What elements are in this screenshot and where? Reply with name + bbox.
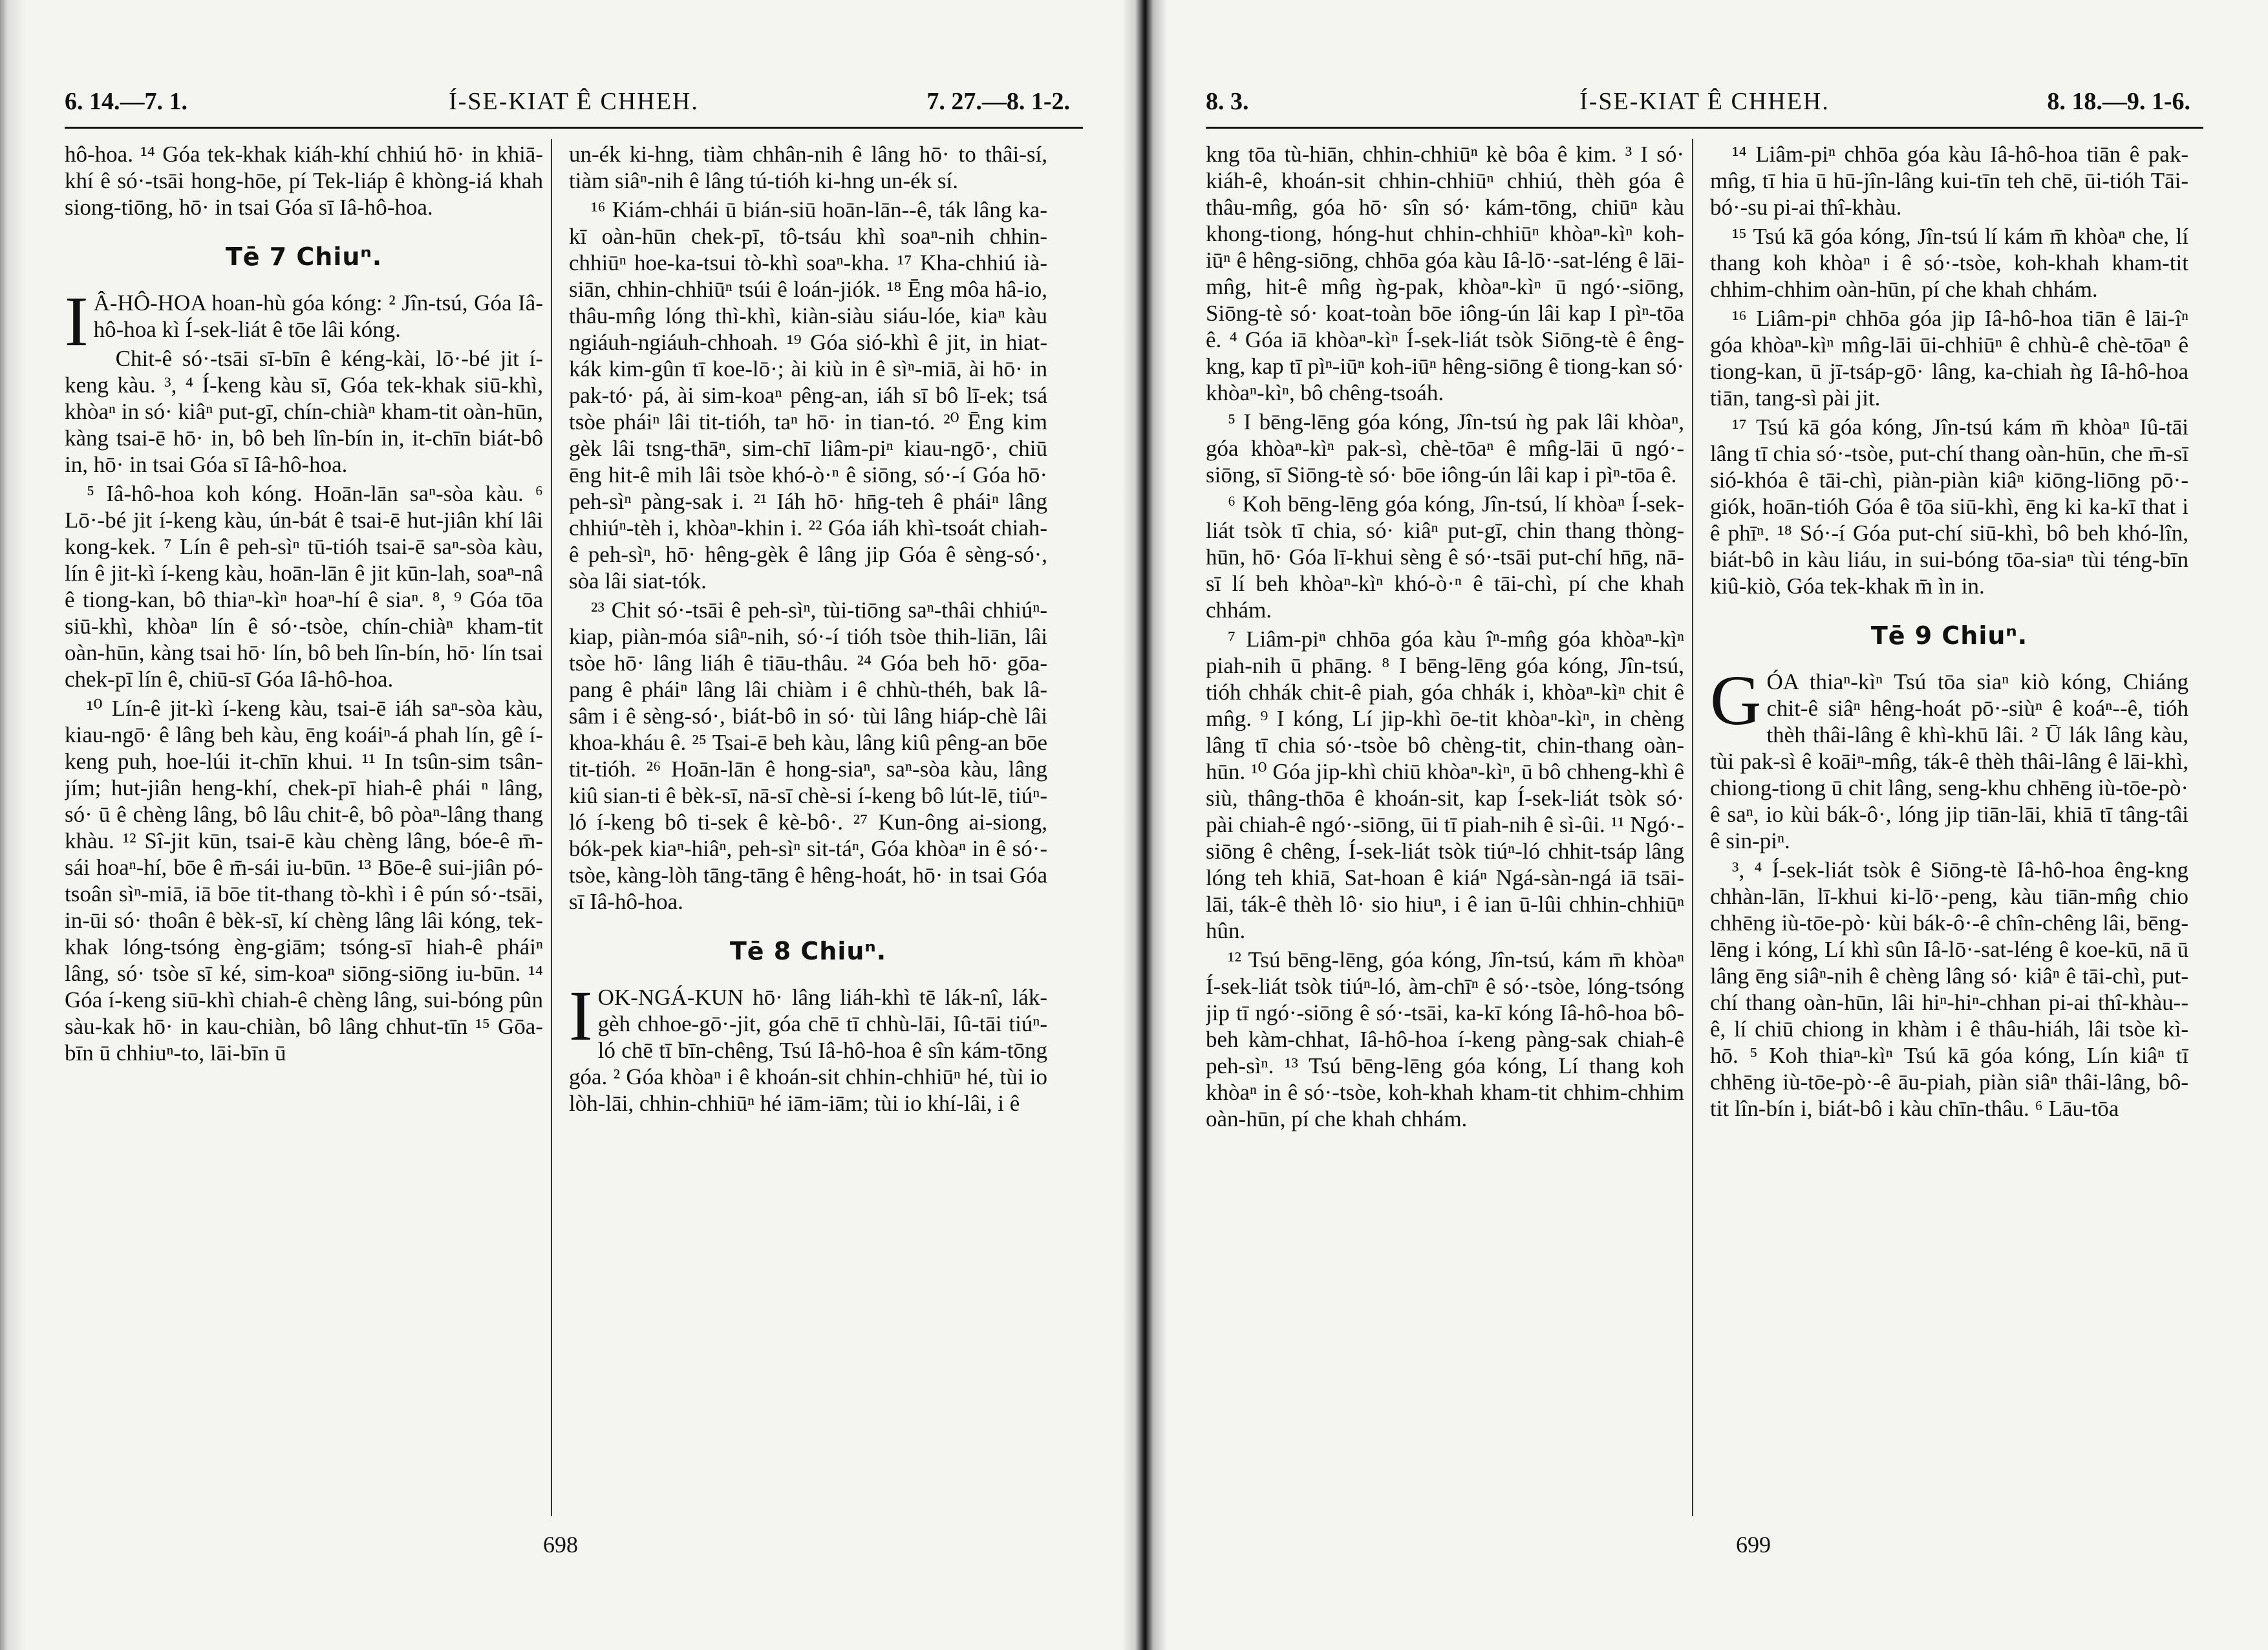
paragraph: ¹⁵ Tsú kā góa kóng, Jîn-tsú lí kám m̄ khòaⁿ che, lí thang koh khòaⁿ i ê só·-tsòe, koh-khah kham-tit chhim-chhim oàn-hūn, pí che khah chhám. <box>1710 224 2188 302</box>
text-column-left <box>1206 141 1684 1512</box>
paragraph: ¹⁰ Lín-ê jit-kì í-keng kàu, tsai-ē iáh saⁿ-sòa kàu, kiau-ngō· ê lâng beh kàu, ēng koáiⁿ-á phah lín, gê í-keng puh, hoe-lúi it-chīn khui. ¹¹ In tsûn-sim tsân-jím; hut-jiân heng-khí, chek-pī hiah-ê phái ⁿ lâng, só· ū ê chèng lâng, bô lâu chit-ê, bô pòaⁿ-lâng thang khàu. ¹² Sî-jit kūn, tsai-ē kàu chèng lâng, bóe-ê m̄-sái hoaⁿ-hí, bōe ê m̄-sái iu-būn. ¹³ Bōe-ê sui-jiân pó-tsoân sìⁿ-miā, iā bōe tit-thang tò-khì i ê pún só·-tsāi, in-ūi só· thoân ê bèk-sī, kí chèng lâng lâi kóng, tek-khak lóng-tsóng èng-giām; tsóng-sī hiah-ê pháiⁿ lâng, só· tsòe sī ké, sim-koaⁿ siōng-siōng iu-būn. ¹⁴ Góa í-keng siū-khì chiah-ê chèng lâng, sui-bóng pûn sàu-kak hō· in kau-chiàn, bô lâng chhut-tīn ¹⁵ Gōa-bīn ū chhiuⁿ-to, lāi-bīn ū <box>65 696 543 1066</box>
chapter-heading: Tē 8 Chiuⁿ. <box>729 937 887 965</box>
chapter-verse-range-start: 6. 14.—7. 1. <box>65 88 187 115</box>
paragraph: ²³ Chit só·-tsāi ê peh-sìⁿ, tùi-tiōng saⁿ-thâi chhiúⁿ-kiap, piàn-móa siâⁿ-nih, só·-í tióh tsòe thih-liān, lâi tsòe hō· lâng liáh ê tiāu-thâu. ²⁴ Góa beh hō· gōa-pang ê pháiⁿ lâng lâi chiàm i ê chhù-théh, bak lâ-sâm i ê sèng-só·, biát-bô in só· tùi lâng hiáp-chè lâi khoa-kháu ê. ²⁵ Tsai-ē beh kàu, lâng kiû pêng-an bōe tit-tióh. ²⁶ Hoān-lān ê hong-siaⁿ, saⁿ-sòa kàu, lâng kiû sian-ti ê bèk-sī, nā-sī chè-si í-keng bô lút-lē, tiúⁿ-ló í-keng bô ti-sek ê kè-bô·. ²⁷ Kun-ông ai-siong, bók-pek kiaⁿ-hiâⁿ, peh-sìⁿ sit-táⁿ, Góa khòaⁿ in ê só·-tsòe, kàng-lòh tāng-tāng ê hêng-hoát, hō· in tsai Góa sī Iâ-hô-hoa. <box>569 597 1047 914</box>
paragraph: ¹⁶ Kiám-chhái ū bián-siū hoān-lān--ê, ták lâng ka-kī oàn-hūn chek-pī, tô-tsáu khì soaⁿ-nih chhin-chhiūⁿ hoe-ka-tsui tò-khì soaⁿ-kha. ¹⁷ Kha-chhiú ià-siān, chhin-chhiūⁿ tsúi ê loán-jiók. ¹⁸ Ēng môa hâ-io, thâu-mn̂g lóng thì-khì, kiàn-siàu siáu-lóe, kiaⁿ kàu ngiáuh-ngiáuh-chhoah. ¹⁹ Góa sió-khì ê jit, in hiat-kák kim-gûn tī koe-lō·; ài kiù in ê sìⁿ-miā, ài hō· in pak-tó· pá, ài sim-koaⁿ pêng-an, iáh sī bô lī-ek; tsá tsòe pháiⁿ lâi tit-tióh, taⁿ hō· in tian-tó. ²⁰ Ēng kim gèk lâi tsng-thāⁿ, sim-chī liâm-piⁿ kiau-ngō·, chiū ēng hit-ê mih lâi tsòe khó-ò·ⁿ ê siōng, só·-í Góa hō· peh-sìⁿ pàng-sak i. ²¹ Iáh hō· hn̄g-teh ê pháiⁿ lâng chhiúⁿ-tèh i, khòaⁿ-khin i. ²² Góa iáh khì-tsoát chiah-ê peh-sìⁿ, hō· hêng-gèk ê lâng jip Góa ê sèng-só·, sòa lâi siat-tók. <box>569 197 1047 594</box>
text-column-right <box>1710 141 2188 1512</box>
scan-edge <box>0 0 26 1650</box>
chapter-verse-range-end: 8. 18.—9. 1-6. <box>2047 88 2190 115</box>
chapter-heading: Tē 7 Chiuⁿ. <box>225 242 383 271</box>
paragraph: ⁶ Koh bēng-lēng góa kóng, Jîn-tsú, lí khòaⁿ Í-sek-liát tsòk tī chia, só· kiâⁿ put-gī, chin thang thòng-hūn, hō· Góa lī-khui sèng ê só·-tsāi put-chí hn̄g, nā-sī lí beh khòaⁿ-kìⁿ khó-ò·ⁿ ê tāi-chì, pí che khah chhám. <box>1206 491 1684 623</box>
chapter-verse-range-end: 7. 27.—8. 1-2. <box>926 88 1070 115</box>
book-gutter <box>1122 0 1167 1650</box>
column-divider <box>551 139 552 1516</box>
paragraph: ¹⁷ Tsú kā góa kóng, Jîn-tsú kám m̄ khòaⁿ Iû-tāi lâng tī chia só·-tsòe, put-chí thang oàn-hūn, che m̄-sī sió-khóa ê tāi-chì, piàn-piàn kiâⁿ kiōng-liōng pō·-giók, hoān-tióh Góa ê tōa siū-khì, ēng ki ka-kī that i ê phīⁿ. ¹⁸ Só·-í Góa put-chí siū-khì, bô beh khó-lîn, biát-bô in kàu liáu, in sui-bóng tōa-siaⁿ tùi téng-bīn kiû-kiò, Góa tek-khak m̄ ìn in. <box>1710 414 2188 599</box>
header-rule <box>1206 127 2203 129</box>
chapter-opening-paragraph: IOK-NGÁ-KUN hō· lâng liáh-khì tē lák-nî, lák-gèh chhoe-gō·-jit, góa chē tī chhù-lāi, Iû-tāi tiúⁿ-ló chē tī bīn-chêng, Tsú Iâ-hô-hoa ê sîn kám-tōng góa. ² Góa khòaⁿ i ê khoán-sit chhin-chhiūⁿ hé, tùi io lòh-lāi, chhin-chhiūⁿ hé iām-iām; tùi io khí-lâi, i ê <box>569 976 1047 1116</box>
chapter-opening-paragraph: GÓA thiaⁿ-kìⁿ Tsú tōa siaⁿ kiò kóng, Chiáng chit-ê siâⁿ hêng-hoát pō·-siùⁿ ê koáⁿ--ê, tióh thèh thâi-lâng ê khì-khū lâi. ² Ū lák lâng kàu, tùi pak-sì ê koāiⁿ-mn̂g, ták-ê thèh thâi-lâng ê lāi-khì, chiong-tiong ū chit lâng, seng-khu chhēng iù-tōe-pò· ê saⁿ, io kùi bák-ô·, lóng jip tiān-lāi, khiā tī tâng-tâi ê sin-piⁿ. <box>1710 661 2188 853</box>
header-rule <box>65 127 1083 129</box>
paragraph: kng tōa tù-hiān, chhin-chhiūⁿ kè bôa ê kim. ³ I só· kiáh-ê, khoán-sit chhin-chhiūⁿ chhiú, thèh góa ê thâu-mn̂g, góa hō· sîn só· kám-tōng, chiūⁿ kàu khong-tiong, hóng-hut chhin-chhiūⁿ khòaⁿ-kìⁿ koh-iūⁿ ê hêng-siōng, chhōa góa kàu Iâ-lō·-sat-léng ê lāi-mn̂g, hit-ê mn̂g ǹg-pak, khòaⁿ-kìⁿ ū ngó·-siōng, Siōng-tè só· koat-toàn bōe iông-ún lâi kap I pìⁿ-tōa ê. ⁴ Góa iā khòaⁿ-kìⁿ Í-sek-liát tsòk Siōng-tè ê êng-kng, kap tī pìⁿ-iūⁿ koh-iūⁿ hêng-siōng ê tiong-kan só· khòaⁿ-kìⁿ, bô chêng-tsoáh. <box>1206 142 1684 405</box>
chapter-opening-paragraph: IÂ-HÔ-HOA hoan-hù góa kóng: ² Jîn-tsú, Góa Iâ-hô-hoa kì Í-sek-liát ê tōe lâi kóng. <box>65 282 543 361</box>
running-head <box>52 87 1096 121</box>
column-divider <box>1692 139 1693 1516</box>
page-number: 699 <box>1736 1532 1771 1558</box>
paragraph: hô-hoa. ¹⁴ Góa tek-khak kiáh-khí chhiú hō· in khiā-khí ê só·-tsāi hong-hōe, pí Tek-liáp ê khòng-iá khah siong-tiōng, hō· in tsai Góa sī Iâ-hô-hoa. <box>65 142 543 220</box>
running-head <box>1193 87 2216 121</box>
paragraph: ⁷ Liâm-piⁿ chhōa góa kàu îⁿ-mn̂g góa khòaⁿ-kìⁿ piah-nih ū phāng. ⁸ I bēng-lēng góa kóng, Jîn-tsú, tióh chhák chit-ê piah, góa chhák i, khòaⁿ-kìⁿ chit ê mn̂g. ⁹ I kóng, Lí jip-khì ōe-tit khòaⁿ-kìⁿ, in chèng lâng tī chia só·-tsòe bô chèng-tit, chin-thang oàn-hūn. ¹⁰ Góa jip-khì chiū khòaⁿ-kìⁿ, ū bô chheng-khì ê siù, thâng-thōa ê khoán-sit, kap Í-sek-liát tsòk só· pài chiah-ê ngó·-siōng, ūi tī piah-nih ê sì-ûi. ¹¹ Ngó·-siōng ê chêng, Í-sek-liát tsòk tiúⁿ-ló chhit-tsáp lâng lóng teh khiā, Sat-hoan ê kiáⁿ Ngá-sàn-ngá iā tsāi-lāi, ták-ê thèh lô· sio hiuⁿ, i ê ian ū-lûi chhin-chhiūⁿ hûn. <box>1206 627 1684 943</box>
text-column-left <box>65 141 543 1512</box>
paragraph: ³, ⁴ Í-sek-liát tsòk ê Siōng-tè Iâ-hô-hoa êng-kng chhàn-lān, lī-khui ki-lō·-peng, kàu tiān-mn̂g chio chhēng iù-tōe-pò· kùi bák-ô·-ê chîn-chêng lâi, bēng-lēng i kóng, Lí khì sûn Iâ-lō·-sat-léng ê koe-kū, nā ū lâng ēng siâⁿ-nih ê chèng lâng só· kiâⁿ ê tāi-chì, put-chí thang oàn-hūn, lâi hiⁿ-hiⁿ-chhan pi-ai thî-khàu--ê, lí chiū chiong in khàm i ê thâu-hiáh, lâi tsòe kì-hō. ⁵ Koh thiaⁿ-kìⁿ Tsú kā góa kóng, Lín kiâⁿ tī chhēng iù-tōe-pò·-ê āu-piah, piàn siâⁿ thâi-lâng, bô-tit lîn-bín i, biát-bô i kàu chīn-thâu. ⁶ Lāu-tōa <box>1710 857 2188 1121</box>
paragraph: un-ék ki-hng, tiàm chhân-nih ê lâng hō· to thâi-sí, tiàm siâⁿ-nih ê lâng tú-tióh ki-hng un-ék sí. <box>569 142 1047 193</box>
page-number: 698 <box>543 1532 578 1558</box>
book-title: Í-SE-KIAT Ê CHHEH. <box>449 88 699 115</box>
paragraph: ¹⁶ Liâm-piⁿ chhōa góa jip Iâ-hô-hoa tiān ê lāi-îⁿ góa khòaⁿ-kìⁿ mn̂g-lāi ūi-chhiūⁿ ê chhù-ê chè-tōaⁿ ê tiong-kan, ū jī-tsáp-gō· lâng, ka-chiah ǹg Iâ-hô-hoa tiān, tang-sì pài jit. <box>1710 306 2188 411</box>
right-page <box>1167 0 2242 1650</box>
text-column-right <box>569 141 1047 1512</box>
chapter-heading: Tē 9 Chiuⁿ. <box>1870 621 2028 650</box>
paragraph: ¹⁴ Liâm-piⁿ chhōa góa kàu Iâ-hô-hoa tiān ê pak-mn̂g, tī hia ū hū-jîn-lâng kui-tīn teh chē, ūi-tióh Tāi-bó·-su pi-ai thî-khàu. <box>1710 142 2188 220</box>
left-page <box>26 0 1122 1650</box>
paragraph: ⁵ I bēng-lēng góa kóng, Jîn-tsú ǹg pak lâi khòaⁿ, góa khòaⁿ-kìⁿ pak-sì, chè-tōaⁿ ê mn̂g-lāi ū ngó·-siōng, sī Siōng-tè só· bōe iông-ún lâi kap i pìⁿ-tōa ê. <box>1206 409 1684 488</box>
book-title: Í-SE-KIAT Ê CHHEH. <box>1579 88 1830 115</box>
paragraph: ¹² Tsú bēng-lēng, góa kóng, Jîn-tsú, kám m̄ khòaⁿ Í-sek-liát tsòk tiúⁿ-ló, àm-chīⁿ ê só·-tsòe, lóng-tsóng jip tī ngó·-siōng ê só·-tsāi, ka-kī kóng Iâ-hô-hoa bô-beh kàm-chhat, Iâ-hô-hoa í-keng pàng-sak chiah-ê peh-sìⁿ. ¹³ Tsú bēng-lēng góa kóng, Lí thang koh khòaⁿ in ê só·-tsòe, koh-khah kham-tit chhim-chhim oàn-hūn, pí che khah chhám. <box>1206 947 1684 1131</box>
paragraph: ⁵ Iâ-hô-hoa koh kóng. Hoān-lān saⁿ-sòa kàu. ⁶ Lō·-bé jit í-keng kàu, ún-bát ê tsai-ē hut-jiân khí lâi kong-kek. ⁷ Lín ê peh-sìⁿ tū-tióh tsai-ē saⁿ-sòa kàu, lín ê jit-kì í-keng kàu, hoān-lān ê jit kūn-lah, soaⁿ-nâ ê tiong-kan, bô thiaⁿ-kìⁿ hoaⁿ-hí ê siaⁿ. ⁸, ⁹ Góa tōa siū-khì, khòaⁿ lín ê só·-tsòe, chín-chiàⁿ kham-tit oàn-hūn, kàng tsai hō· lín, bô beh lîn-bín, hō· lín tsai chek-pī lín ê, chiū-sī Góa Iâ-hô-hoa. <box>65 481 543 692</box>
paragraph: Chit-ê só·-tsāi sī-bīn ê kéng-kài, lō·-bé jit í-keng kàu. ³, ⁴ Í-keng kàu sī, Góa tek-khak siū-khì, khòaⁿ in só· kiâⁿ put-gī, chín-chiàⁿ kham-tit oàn-hūn, kàng tsai-ē hō· in, bô beh lîn-bín in, it-chīn biát-bô in, hō· in tsai Góa sī Iâ-hô-hoa. <box>65 346 543 477</box>
chapter-verse-range-start: 8. 3. <box>1206 88 1249 115</box>
